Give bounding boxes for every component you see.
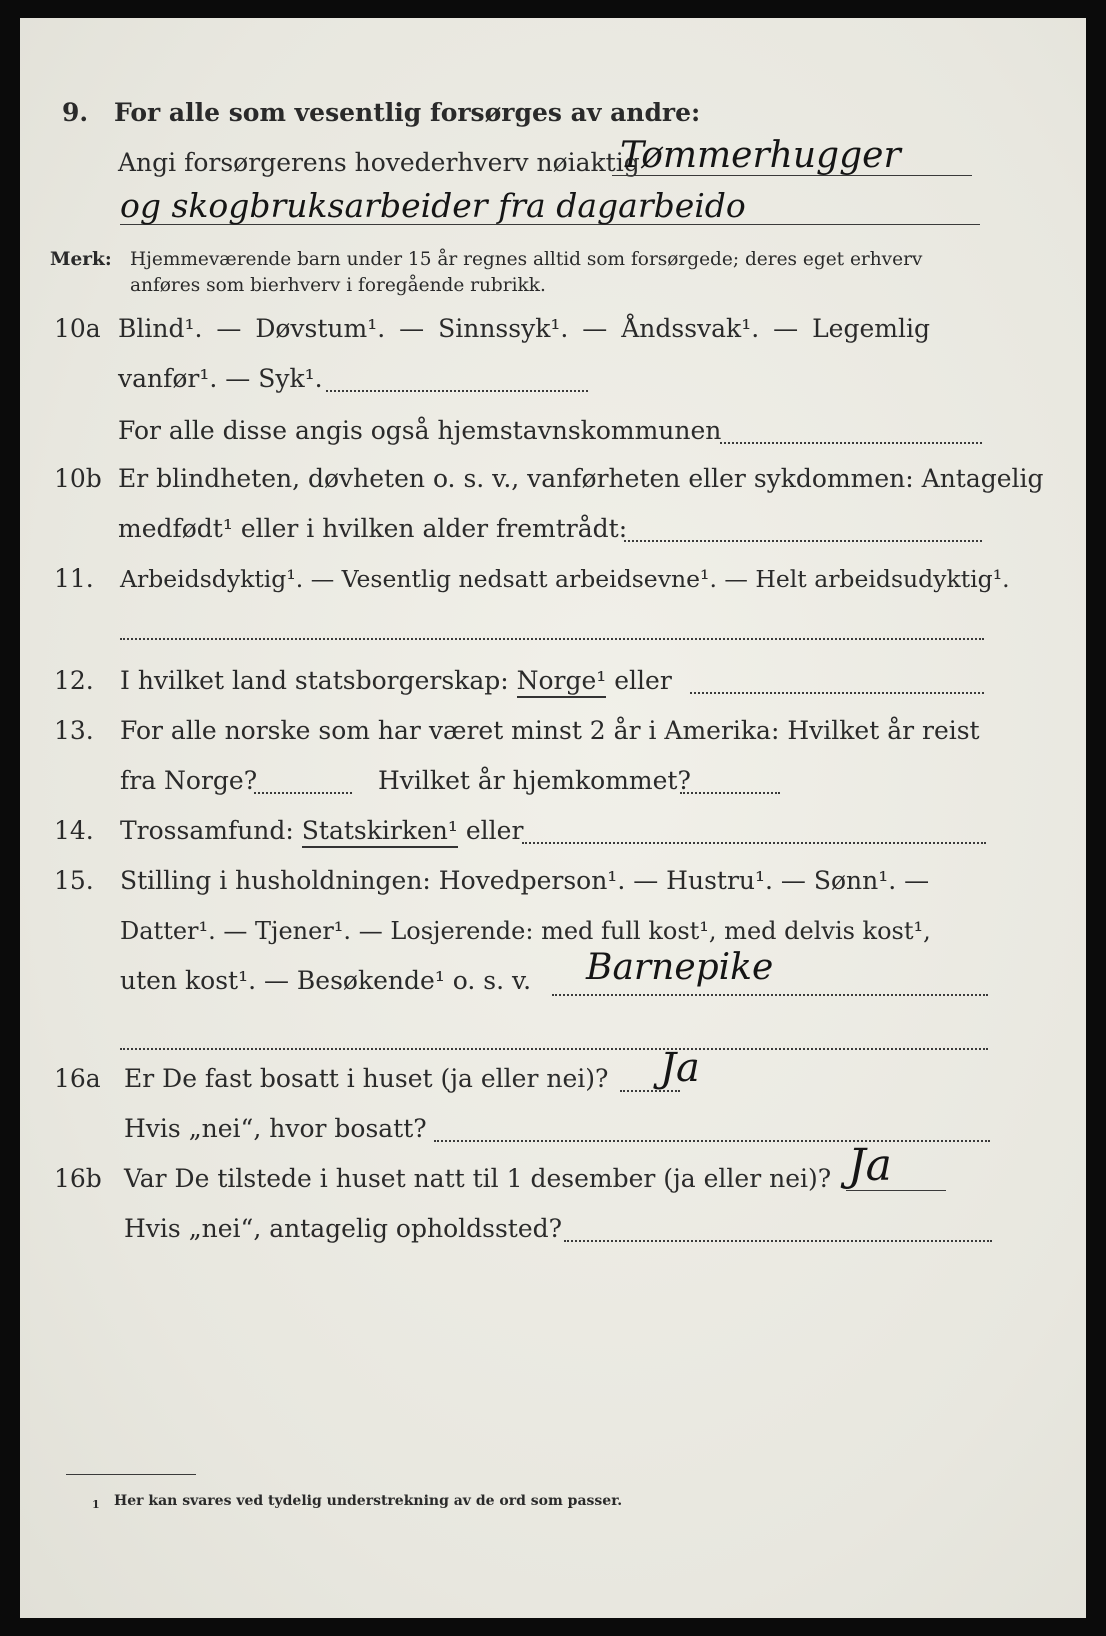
q11-line-1: Arbeidsdyktig¹. — Vesentlig nedsatt arbeidsevne¹. — Helt arbeidsudyktig¹.: [120, 565, 1010, 593]
q12-suffix: eller: [614, 666, 672, 695]
q14-underlined-answer: Statskirken¹: [302, 816, 458, 848]
q15-line-1: Stilling i husholdningen: Hovedperson¹. — Hustru¹. — Sønn¹. —: [120, 866, 930, 895]
q15-number: 15.: [54, 866, 94, 895]
q15-answer-line-2: [120, 1048, 988, 1050]
q16b-line-1: Var De tilstede i huset natt til 1 desember (ja eller nei)?: [124, 1164, 832, 1193]
q14-suffix: eller: [465, 816, 524, 845]
q16a-handwritten-answer: Ja: [660, 1045, 700, 1091]
q12-underlined-answer: Norge¹: [517, 666, 607, 698]
merk-line-2: anføres som bierhverv i foregående rubrikk.: [130, 275, 546, 296]
q16b-answer-line-2: [564, 1240, 992, 1242]
q10a-line-3: For alle disse angis også hjemstavnskommunen: [118, 416, 722, 445]
q10a-answer-line-2: [720, 442, 982, 444]
q12-line: [120, 666, 672, 696]
merk-label: Merk:: [50, 249, 112, 270]
q16a-answer-line-2: [434, 1140, 990, 1142]
q13-line-2b: Hvilket år hjemkommet?: [378, 766, 691, 795]
q9-handwritten-answer-1: Tømmerhugger: [620, 135, 901, 176]
q10b-line-2: medfødt¹ eller i hvilken alder fremtrådt:: [118, 514, 628, 543]
q10a-line-1: Blind¹. — Døvstum¹. — Sinnssyk¹. — Åndssvak¹. — Legemlig: [118, 314, 930, 343]
q13-line-1: For alle norske som har været minst 2 år i Amerika: Hvilket år reist: [120, 716, 980, 745]
q12-prefix: I hvilket land statsborgerskap:: [120, 666, 509, 695]
q10a-line-2: vanfør¹. — Syk¹.: [118, 364, 323, 393]
q11-answer-line: [120, 638, 984, 640]
q13-answer-line-2: [680, 792, 780, 794]
q9-number: 9.: [62, 98, 89, 127]
q9-prompt: Angi forsørgerens hovederhverv nøiaktig: [118, 148, 640, 177]
q10a-answer-line-1: [326, 390, 588, 392]
q10b-line-1: Er blindheten, døvheten o. s. v., vanførheten eller sykdommen: Antagelig: [118, 464, 1044, 493]
footnote-text: Her kan svares ved tydelig understrekning av de ord som passer.: [114, 1493, 623, 1509]
q14-answer-line: [522, 842, 986, 844]
q16b-number: 16b: [54, 1164, 102, 1193]
merk-line-1: Hjemmeværende barn under 15 år regnes alltid som forsørgede; deres eget erhverv: [130, 249, 923, 270]
q15-handwritten-answer: Barnepike: [586, 947, 774, 988]
q14-prefix: Trossamfund:: [120, 816, 294, 845]
q16a-number: 16a: [54, 1064, 101, 1093]
q16a-line-1: Er De fast bosatt i huset (ja eller nei)?: [124, 1064, 609, 1093]
q9-heading: For alle som vesentlig forsørges av andre:: [114, 98, 701, 127]
census-form-page: [20, 18, 1086, 1618]
q13-line-2a: fra Norge?: [120, 766, 258, 795]
q10b-number: 10b: [54, 464, 102, 493]
q16b-answer-line-1: [846, 1190, 946, 1191]
q10a-number: 10a: [54, 314, 101, 343]
q16b-line-2: Hvis „nei“, antagelig opholdssted?: [124, 1214, 563, 1243]
footnote-rule: [66, 1474, 196, 1475]
q14-number: 14.: [54, 816, 94, 845]
q13-number: 13.: [54, 716, 94, 745]
q16b-handwritten-answer: Ja: [848, 1140, 892, 1191]
q15-answer-line: [552, 994, 988, 996]
q9-handwritten-answer-2: og skogbruksarbeider fra dagarbeido: [120, 186, 746, 225]
q13-answer-line-1: [254, 792, 352, 794]
q14-line: [120, 816, 523, 846]
q12-answer-line: [690, 692, 984, 694]
q11-number: 11.: [54, 564, 94, 593]
footnote-mark: 1: [92, 1498, 100, 1511]
q15-line-2: Datter¹. — Tjener¹. — Losjerende: med full kost¹, med delvis kost¹,: [120, 917, 931, 945]
q15-line-3: uten kost¹. — Besøkende¹ o. s. v.: [120, 966, 532, 995]
q12-number: 12.: [54, 666, 94, 695]
q10b-answer-line: [624, 540, 982, 542]
q16a-line-2: Hvis „nei“, hvor bosatt?: [124, 1114, 427, 1143]
